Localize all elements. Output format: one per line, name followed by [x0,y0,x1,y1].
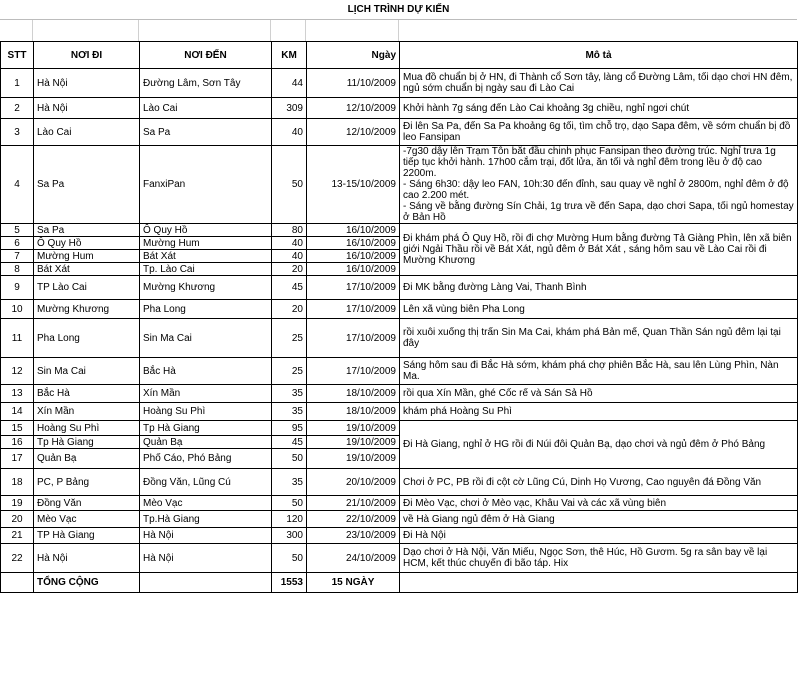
row-date: 13-15/10/2009 [307,146,400,224]
total-km: 1553 [272,573,307,593]
row-km: 35 [272,403,307,421]
row-stt: 10 [1,300,34,319]
row-stt: 7 [1,250,34,263]
table-row [1,511,798,528]
row-stt: 22 [1,544,34,573]
header-to: NƠI ĐẾN [140,42,272,69]
row-to: Tp Hà Giang [140,421,272,436]
table-row [1,300,798,319]
grid-line [138,20,139,41]
header-desc: Mô tả [400,42,798,69]
row-desc: Đi Mèo Vạc, chơi ở Mèo vạc, Khâu Vai và các xã vùng biên [400,496,798,511]
table-row [1,528,798,544]
row-km: 300 [272,528,307,544]
row-stt: 8 [1,263,34,276]
row-date: 11/10/2009 [307,69,400,98]
row-km: 44 [272,69,307,98]
row-from: Pha Long [34,319,140,358]
table-row [1,358,798,385]
header-date: Ngày [307,42,400,69]
row-date: 16/10/2009 [307,224,400,237]
row-from: Đồng Văn [34,496,140,511]
row-from: Hà Nội [34,69,140,98]
row-km: 25 [272,358,307,385]
row-stt: 18 [1,469,34,496]
row-stt: 2 [1,98,34,119]
row-stt: 16 [1,436,34,449]
row-desc: khám phá Hoàng Su Phì [400,403,798,421]
row-to: Đường Lâm, Sơn Tây [140,69,272,98]
table-row [1,469,798,496]
itinerary-table [0,41,798,593]
row-km: 120 [272,511,307,528]
header-from: NƠI ĐI [34,42,140,69]
table-row [1,496,798,511]
row-km: 35 [272,469,307,496]
row-stt: 20 [1,511,34,528]
row-date: 18/10/2009 [307,385,400,403]
table-row [1,403,798,421]
grid-line [32,20,33,41]
row-to: Phố Cáo, Phó Bảng [140,449,272,469]
row-desc: về Hà Giang ngủ đêm ở Hà Giang [400,511,798,528]
row-stt: 5 [1,224,34,237]
row-to: Bát Xát [140,250,272,263]
total-row [1,573,798,593]
row-km: 35 [272,385,307,403]
row-from: Mường Hum [34,250,140,263]
row-stt: 11 [1,319,34,358]
row-from: Sin Ma Cai [34,358,140,385]
row-date: 18/10/2009 [307,403,400,421]
total-blank [140,573,272,593]
row-date: 16/10/2009 [307,263,400,276]
row-stt: 4 [1,146,34,224]
row-stt: 17 [1,449,34,469]
total-label: TỔNG CỘNG [34,573,140,593]
row-stt: 6 [1,237,34,250]
table-row [1,319,798,358]
row-date: 16/10/2009 [307,237,400,250]
row-km: 50 [272,544,307,573]
table-row [1,385,798,403]
row-from: PC, P Bảng [34,469,140,496]
row-from: Sa Pa [34,224,140,237]
row-km: 50 [272,146,307,224]
row-date: 12/10/2009 [307,119,400,146]
row-from: Hà Nội [34,544,140,573]
row-to: Mường Hum [140,237,272,250]
row-to: Ô Quy Hồ [140,224,272,237]
table-row [1,98,798,119]
row-desc: -7g30 dậy lên Trạm Tôn bắt đầu chinh phục Fansipan theo đường trúc. Nghỉ trưa 1g tiếp tục khởi hành. 17h00 cắm trại, đốt lửa, ăn tối và nghỉ đêm trong lều ở độ cao 2200m. - Sáng 6h30: dậy leo FAN, 10h:30 đến đỉnh, sau quay về nghỉ ở 2800m, nghỉ đêm ở độ cao 2.200 mét. - Sáng về bằng đường Sín Chải, 1g trưa về đến Sapa, dạo chơi Sapa, tối ngủ homestay ở Bản Hồ [400,146,798,224]
row-km: 50 [272,496,307,511]
row-desc: Dạo chơi ở Hà Nội, Văn Miếu, Ngọc Sơn, thê Húc, Hồ Gươm. 5g ra sân bay về lại HCM, kết thúc chuyến đi bão táp. Hix [400,544,798,573]
row-from: Mèo Vạc [34,511,140,528]
row-to: Xín Mần [140,385,272,403]
sheet-title: LỊCH TRÌNH DỰ KIẾN [0,0,797,20]
row-desc: Mua đồ chuẩn bị ở HN, đi Thành cổ Sơn tây, làng cổ Đường Lâm, tối dạo chơi HN đêm, ngủ sớm chuẩn bị ngày sau đi Lào Cai [400,69,798,98]
row-stt: 21 [1,528,34,544]
row-date: 17/10/2009 [307,300,400,319]
row-from: TP Hà Giang [34,528,140,544]
row-stt: 1 [1,69,34,98]
table-row [1,119,798,146]
row-km: 40 [272,237,307,250]
row-desc: Sáng hôm sau đi Bắc Hà sớm, khám phá chợ phiên Bắc Hà, sau lên Lùng Phìn, Nàn Ma. [400,358,798,385]
row-km: 40 [272,250,307,263]
row-date: 17/10/2009 [307,319,400,358]
row-stt: 15 [1,421,34,436]
row-date: 17/10/2009 [307,358,400,385]
row-to: Pha Long [140,300,272,319]
row-desc: Đi Hà Nội [400,528,798,544]
row-km: 45 [272,276,307,300]
row-stt: 19 [1,496,34,511]
row-date: 23/10/2009 [307,528,400,544]
row-from: Sa Pa [34,146,140,224]
total-blank [400,573,798,593]
row-from: Tp Hà Giang [34,436,140,449]
row-km: 20 [272,263,307,276]
table-row [1,421,798,436]
total-days: 15 NGÀY [307,573,400,593]
row-date: 16/10/2009 [307,250,400,263]
row-date: 19/10/2009 [307,421,400,436]
row-date: 21/10/2009 [307,496,400,511]
table-row [1,276,798,300]
row-from: TP Lào Cai [34,276,140,300]
row-from: Quản Bạ [34,449,140,469]
row-date: 22/10/2009 [307,511,400,528]
header-stt: STT [1,42,34,69]
row-km: 50 [272,449,307,469]
row-date: 19/10/2009 [307,449,400,469]
row-from: Lào Cai [34,119,140,146]
row-km: 25 [272,319,307,358]
row-to: Tp. Lào Cai [140,263,272,276]
table-row [1,224,798,237]
row-date: 24/10/2009 [307,544,400,573]
row-stt: 12 [1,358,34,385]
row-desc: Đi lên Sa Pa, đến Sa Pa khoảng 6g tối, tìm chỗ trọ, dạo Sapa đêm, về sớm chuẩn bị đồ leo Fansipan [400,119,798,146]
total-blank [1,573,34,593]
row-desc: rồi xuôi xuống thị trấn Sin Ma Cai, khám phá Bản mế, Quan Thần Sán ngủ đêm lại tại đây [400,319,798,358]
row-date: 20/10/2009 [307,469,400,496]
row-to: Lào Cai [140,98,272,119]
row-from: Xín Mần [34,403,140,421]
row-date: 17/10/2009 [307,276,400,300]
row-km: 20 [272,300,307,319]
row-stt: 9 [1,276,34,300]
row-desc: Lên xã vùng biên Pha Long [400,300,798,319]
row-stt: 14 [1,403,34,421]
row-stt: 13 [1,385,34,403]
row-km: 40 [272,119,307,146]
row-to: Hà Nội [140,528,272,544]
row-to: Bắc Hà [140,358,272,385]
header-km: KM [272,42,307,69]
row-stt: 3 [1,119,34,146]
row-from: Ô Quy Hồ [34,237,140,250]
row-km: 80 [272,224,307,237]
row-km: 309 [272,98,307,119]
header-row [1,42,798,69]
row-desc: Đi MK bằng đường Làng Vai, Thanh Bình [400,276,798,300]
grid-line [305,20,306,41]
row-date: 12/10/2009 [307,98,400,119]
row-to: Mèo Vạc [140,496,272,511]
table-row [1,69,798,98]
row-desc: Đi khám phá Ô Quy Hồ, rồi đi chợ Mường Hum bằng đường Tả Giàng Phìn, lên xã biên giới Ngải Thầu rồi về Bát Xát, ngủ đêm ở Bát Xát , sáng hôm sau về Lào Cai rồi đi Mường Khương [400,224,798,276]
row-desc: Đi Hà Giang, nghỉ ở HG rồi đi Núi đôi Quản Bạ, dạo chơi và ngủ đêm ở Phó Bảng [400,421,798,469]
grid-line [270,20,271,41]
row-km: 45 [272,436,307,449]
row-to: Hà Nội [140,544,272,573]
row-from: Bát Xát [34,263,140,276]
table-row [1,146,798,224]
row-to: Hoàng Su Phì [140,403,272,421]
row-to: Sa Pa [140,119,272,146]
row-to: Mường Khương [140,276,272,300]
row-from: Hà Nội [34,98,140,119]
row-from: Mường Khương [34,300,140,319]
row-to: Đồng Văn, Lũng Cú [140,469,272,496]
row-date: 19/10/2009 [307,436,400,449]
grid-line [398,20,399,41]
row-from: Bắc Hà [34,385,140,403]
row-to: Quản Bạ [140,436,272,449]
table-row [1,544,798,573]
row-from: Hoàng Su Phì [34,421,140,436]
row-desc: Khởi hành 7g sáng đến Lào Cai khoảng 3g chiều, nghỉ ngơi chút [400,98,798,119]
row-desc: Chơi ở PC, PB rồi đi cột cờ Lũng Cú, Dinh Họ Vương, Cao nguyên đá Đồng Văn [400,469,798,496]
row-to: Sin Ma Cai [140,319,272,358]
row-km: 95 [272,421,307,436]
row-desc: rồi qua Xín Mần, ghé Cốc rế và Sán Sả Hồ [400,385,798,403]
row-to: FanxiPan [140,146,272,224]
row-to: Tp.Hà Giang [140,511,272,528]
